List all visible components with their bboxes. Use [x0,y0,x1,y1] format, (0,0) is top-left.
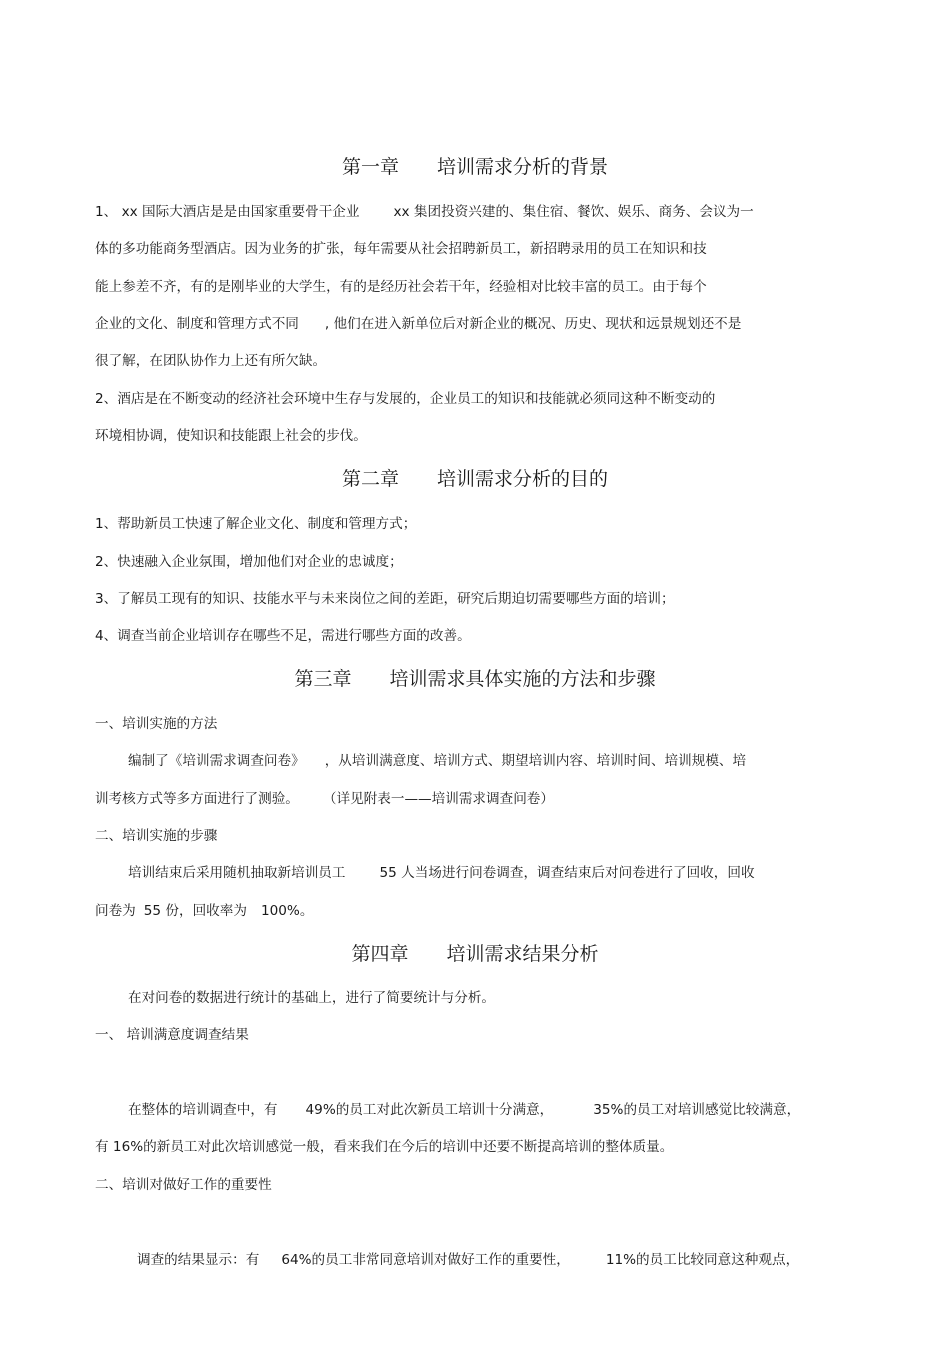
ch4-section-1-line2: 有 16%的新员工对此次培训感觉一般，看来我们在今后的培训中还要不断提高培训的整体质量。 [95,1139,674,1155]
ch3-section-2-title: 二、培训实施的步骤 [95,828,218,844]
ch1-para1-line2: 体的多功能商务型酒店。因为业务的扩张，每年需要从社会招聘新员工，新招聘录用的员工在知识和技 [95,241,707,257]
ch3-section-1-line1: 编制了《培训需求调查问卷》 ，从培训满意度、培训方式、期望培训内容、培训时间、培训规模、培 [128,753,747,769]
chapter-3-heading [0,667,950,691]
chapter-2-title: 培训需求分析的目的 [437,468,609,490]
ch3-section-2-line1: 培训结束后采用随机抽取新培训员工 55 人当场进行问卷调查，调查结束后对问卷进行了回收，回收 [128,865,755,881]
chapter-1-title: 培训需求分析的背景 [437,156,609,178]
ch3-section-1-line2: 训考核方式等多方面进行了测验。 （详见附表一——培训需求调查问卷） [95,791,554,807]
ch1-para2-line1: 2、酒店是在不断变动的经济社会环境中生存与发展的，企业员工的知识和技能就必须同这种不断变动的 [95,391,716,407]
chapter-4-heading [0,942,950,966]
chapter-1-heading [0,155,950,179]
ch1-para1-line4: 企业的文化、制度和管理方式不同 , 他们在进入新单位后对新企业的概况、历史、现状和远景规划还不是 [95,316,742,332]
ch2-item-3: 3、了解员工现有的知识、技能水平与未来岗位之间的差距，研究后期迫切需要哪些方面的培训； [95,591,675,607]
ch3-section-2-line2: 问卷为 55 份，回收率为 100%。 [95,903,314,919]
chapter-4-number: 第四章 [351,943,409,965]
chapter-1-number: 第一章 [341,156,399,178]
ch2-item-4: 4、调查当前企业培训存在哪些不足，需进行哪些方面的改善。 [95,628,471,644]
ch4-section-1-title: 一、 培训满意度调查结果 [95,1027,249,1043]
ch1-para2-line2: 环境相协调，使知识和技能跟上社会的步伐。 [95,428,367,444]
ch1-para1-line1: 1、 xx 国际大酒店是是由国家重要骨干企业 xx 集团投资兴建的、集住宿、餐饮、娱乐、商务、会议为一 [95,204,754,220]
chapter-3-title: 培训需求具体实施的方法和步骤 [389,668,656,690]
ch1-para1-line3: 能上参差不齐，有的是刚毕业的大学生，有的是经历社会若干年，经验相对比较丰富的员工。由于每个 [95,279,707,295]
ch1-para1-line5: 很了解，在团队协作力上还有所欠缺。 [95,353,327,369]
ch4-section-2-line1: 调查的结果显示：有 64%的员工非常同意培训对做好工作的重要性， 11%的员工比较同意这种观点， [137,1252,800,1268]
ch2-item-1: 1、帮助新员工快速了解企业文化、制度和管理方式； [95,516,417,532]
ch4-section-1-line1: 在整体的培训调查中，有 49%的员工对此次新员工培训十分满意， 35%的员工对培训感觉比较满意， [128,1102,801,1118]
chapter-3-number: 第三章 [294,668,352,690]
ch4-section-2-title: 二、培训对做好工作的重要性 [95,1177,272,1193]
ch3-section-1-title: 一、培训实施的方法 [95,716,218,732]
chapter-2-number: 第二章 [341,468,399,490]
chapter-2-heading [0,467,950,491]
ch4-intro: 在对问卷的数据进行统计的基础上，进行了简要统计与分析。 [128,990,496,1006]
chapter-4-title: 培训需求结果分析 [446,943,599,965]
ch2-item-2: 2、快速融入企业氛围，增加他们对企业的忠诚度； [95,554,403,570]
